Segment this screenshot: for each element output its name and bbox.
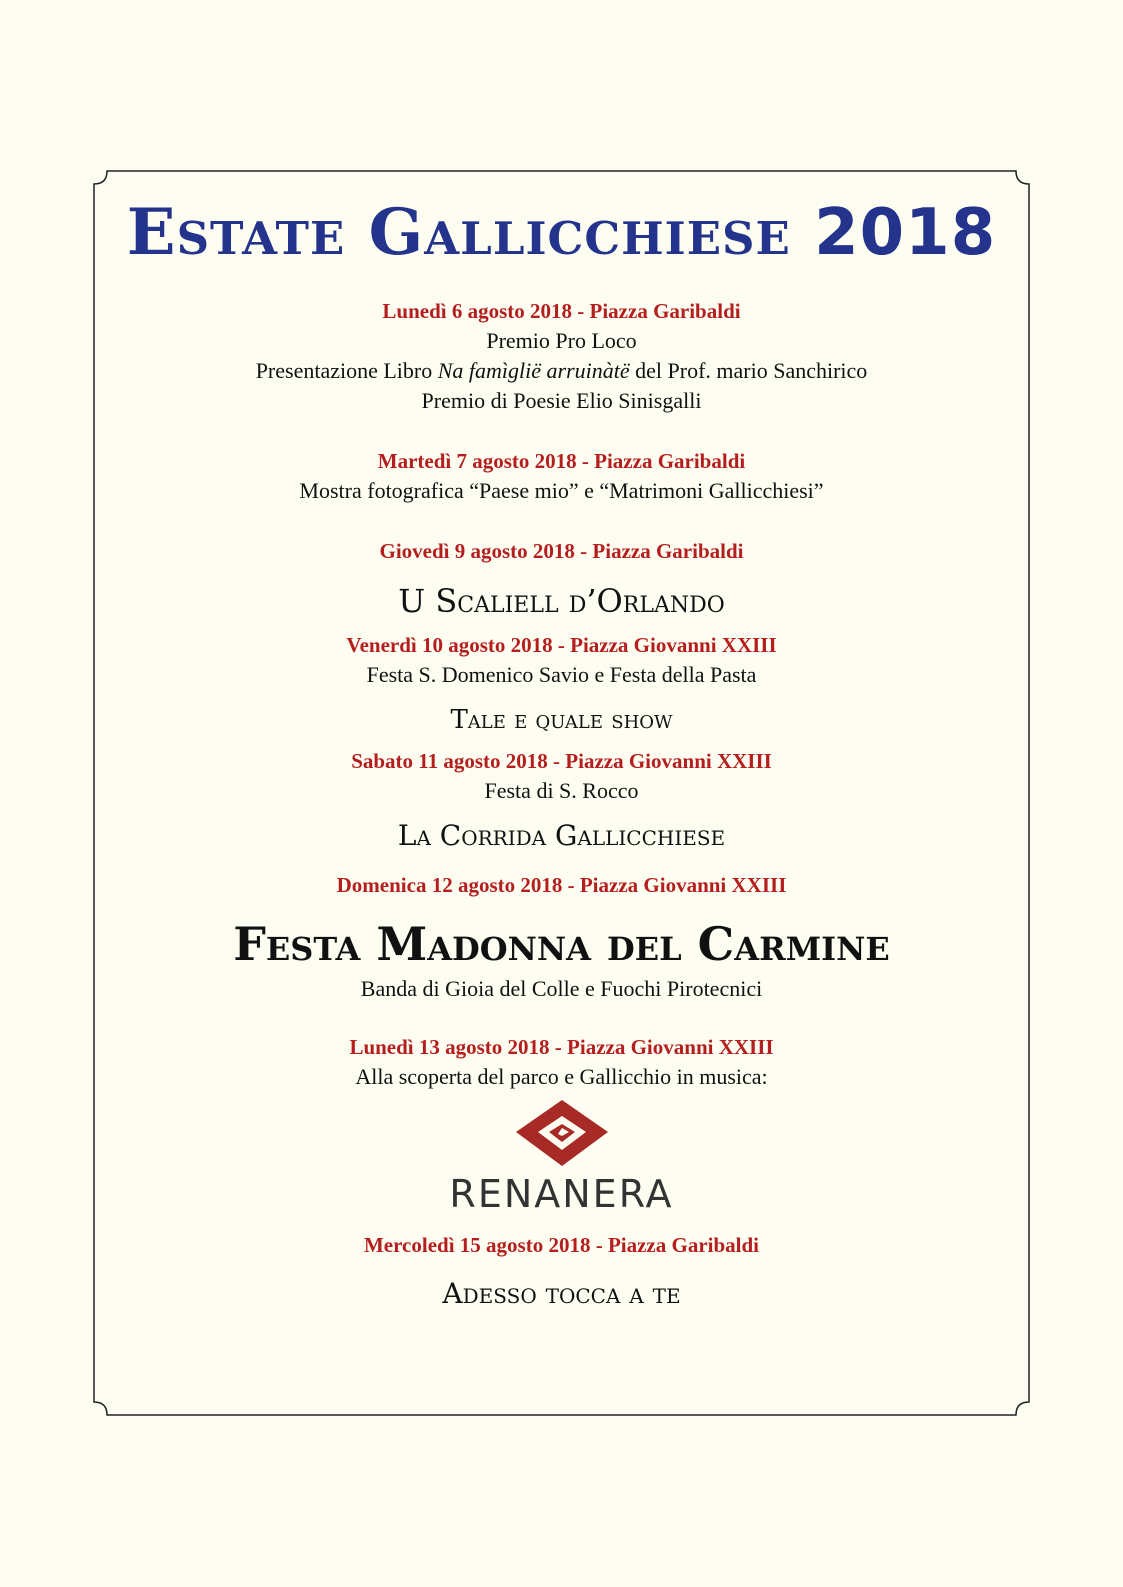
title-year: 2018 xyxy=(814,196,997,270)
renanera-logo-text: RENANERA xyxy=(449,1172,674,1216)
poster-content xyxy=(93,170,1030,1322)
event-line: Alla scoperta del parco e Gallicchio in musica: xyxy=(355,1064,768,1089)
event-line xyxy=(93,356,1030,386)
event-line: Festa S. Domenico Savio e Festa della Pasta xyxy=(366,662,757,687)
event-line: Premio di Poesie Elio Sinisgalli xyxy=(421,388,702,413)
event-line: Mostra fotografica “Paese mio” e “Matrimoni Gallicchiesi” xyxy=(299,478,824,503)
book-prefix: Presentazione Libro xyxy=(255,358,438,383)
event-date: Lunedì 13 agosto 2018 - Piazza Giovanni XXIII xyxy=(349,1035,774,1059)
page-title xyxy=(93,195,1030,270)
event-line: Banda di Gioia del Colle e Fuochi Pirotecnici xyxy=(360,976,763,1001)
event-show: U Scaliell d’Orlando xyxy=(398,582,725,620)
book-title: Na famìgliё arruinàtё xyxy=(437,358,630,383)
event-date: Martedì 7 agosto 2018 - Piazza Garibaldi xyxy=(377,449,746,473)
event-line: Premio Pro Loco xyxy=(486,328,637,353)
event-date: Mercoledì 15 agosto 2018 - Piazza Garibaldi xyxy=(363,1233,760,1257)
event-line: Festa di S. Rocco xyxy=(484,778,639,803)
event-date: Lunedì 6 agosto 2018 - Piazza Garibaldi xyxy=(382,299,741,323)
event-date: Venerdì 10 agosto 2018 - Piazza Giovanni XXIII xyxy=(346,633,777,657)
event-show: Tale e quale show xyxy=(450,705,673,735)
event-show: Adesso tocca a te xyxy=(442,1277,681,1310)
event-date: Sabato 11 agosto 2018 - Piazza Giovanni XXIII xyxy=(351,749,772,773)
event-show: Festa Madonna del Carmine xyxy=(233,917,890,971)
event-show: La Corrida Gallicchiese xyxy=(397,819,726,852)
renanera-logo-icon xyxy=(512,1096,612,1172)
event-date: Giovedì 9 agosto 2018 - Piazza Garibaldi xyxy=(379,539,744,563)
event-date: Domenica 12 agosto 2018 - Piazza Giovanni XXIII xyxy=(336,873,787,897)
title-main: Estate Gallicchiese xyxy=(126,195,791,270)
book-suffix: del Prof. mario Sanchirico xyxy=(629,358,868,383)
